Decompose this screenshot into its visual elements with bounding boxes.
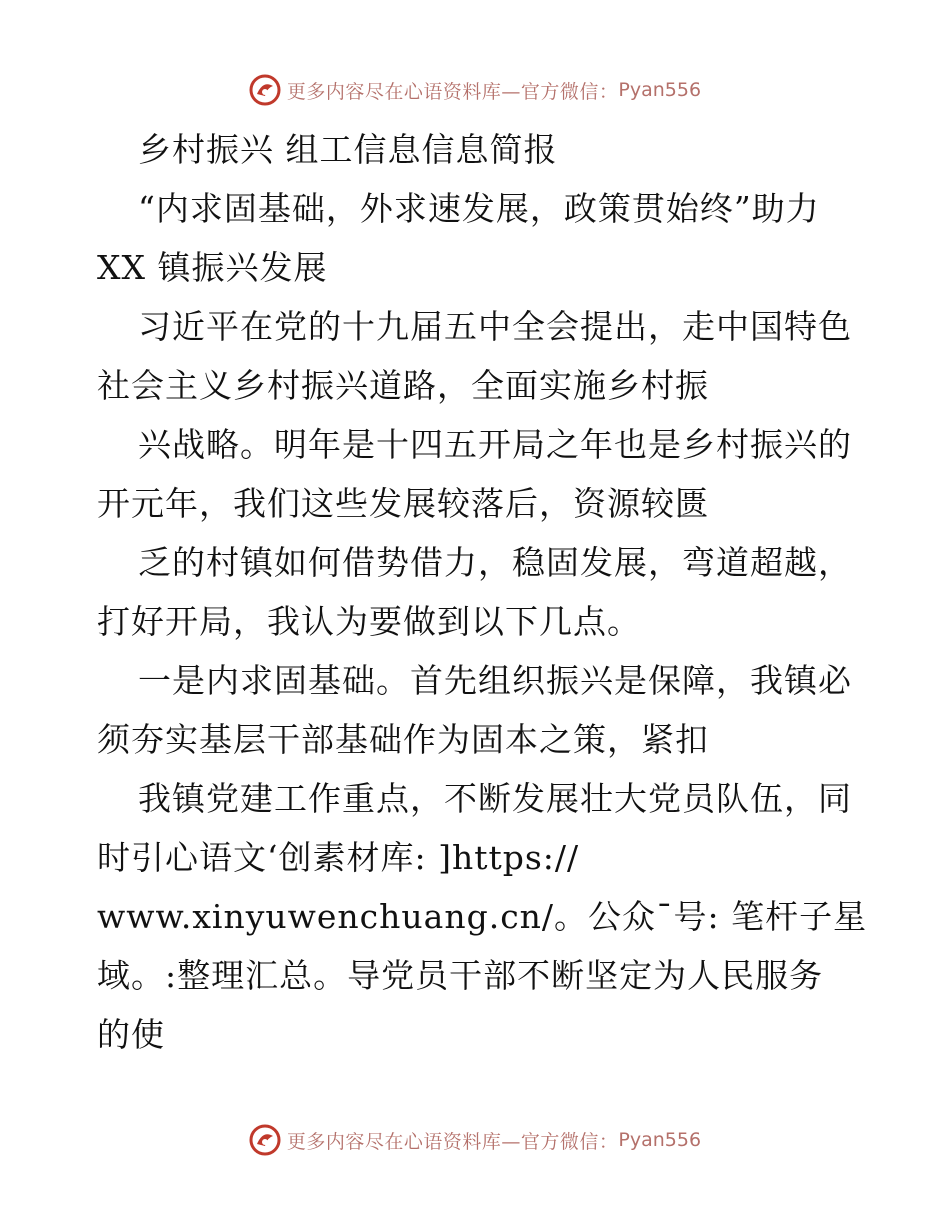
- document-subtitle-continued: XX 镇振兴发展: [97, 248, 328, 287]
- paragraph-line: 一是内求固基础。首先组织振兴是保障，我镇必: [138, 661, 852, 700]
- document-title: 乡村振兴 组工信息信息简报: [138, 130, 558, 169]
- paragraph-line: 打好开局，我认为要做到以下几点。: [97, 602, 641, 641]
- document-subtitle: “内求固基础，外求速发展，政策贯始终”助力: [138, 189, 820, 228]
- watermark-text: 更多内容尽在心语资料库—官方微信：: [286, 1130, 619, 1153]
- paragraph-line: 我镇党建工作重点，不断发展壮大党员队伍，同: [138, 779, 852, 818]
- paragraph-line: 开元年，我们这些发展较落后，资源较匮: [97, 484, 709, 523]
- paragraph-line: 的使: [97, 1015, 165, 1054]
- paragraph-line: 域。:整理汇总。导党员干部不断坚定为人民服务: [97, 956, 824, 995]
- paragraph-line: 社会主义乡村振兴道路，全面实施乡村振: [97, 366, 709, 405]
- document-body: [97, 120, 868, 1064]
- red-swirl-logo-icon: [249, 74, 281, 106]
- header-watermark: [0, 70, 950, 110]
- paragraph-line: 习近平在党的十九届五中全会提出，走中国特色: [138, 307, 852, 346]
- paragraph-line: www.xinyuwenchuang.cn/。公众¯号: 笔杆子星: [97, 897, 868, 936]
- paragraph-line: 时引心语文‘创素材库: ]https://: [97, 838, 580, 877]
- watermark-wechat-id: Pyan556: [618, 1129, 702, 1151]
- footer-watermark: [0, 1120, 950, 1160]
- paragraph-line: 兴战略。明年是十四五开局之年也是乡村振兴的: [138, 425, 852, 464]
- watermark-text: 更多内容尽在心语资料库—官方微信：: [286, 80, 619, 103]
- paragraph-line: 须夯实基层干部基础作为固本之策，紧扣: [97, 720, 709, 759]
- red-swirl-logo-icon: [249, 1124, 281, 1156]
- watermark-wechat-id: Pyan556: [618, 79, 702, 101]
- paragraph-line: 乏的村镇如何借势借力，稳固发展，弯道超越，: [138, 543, 852, 582]
